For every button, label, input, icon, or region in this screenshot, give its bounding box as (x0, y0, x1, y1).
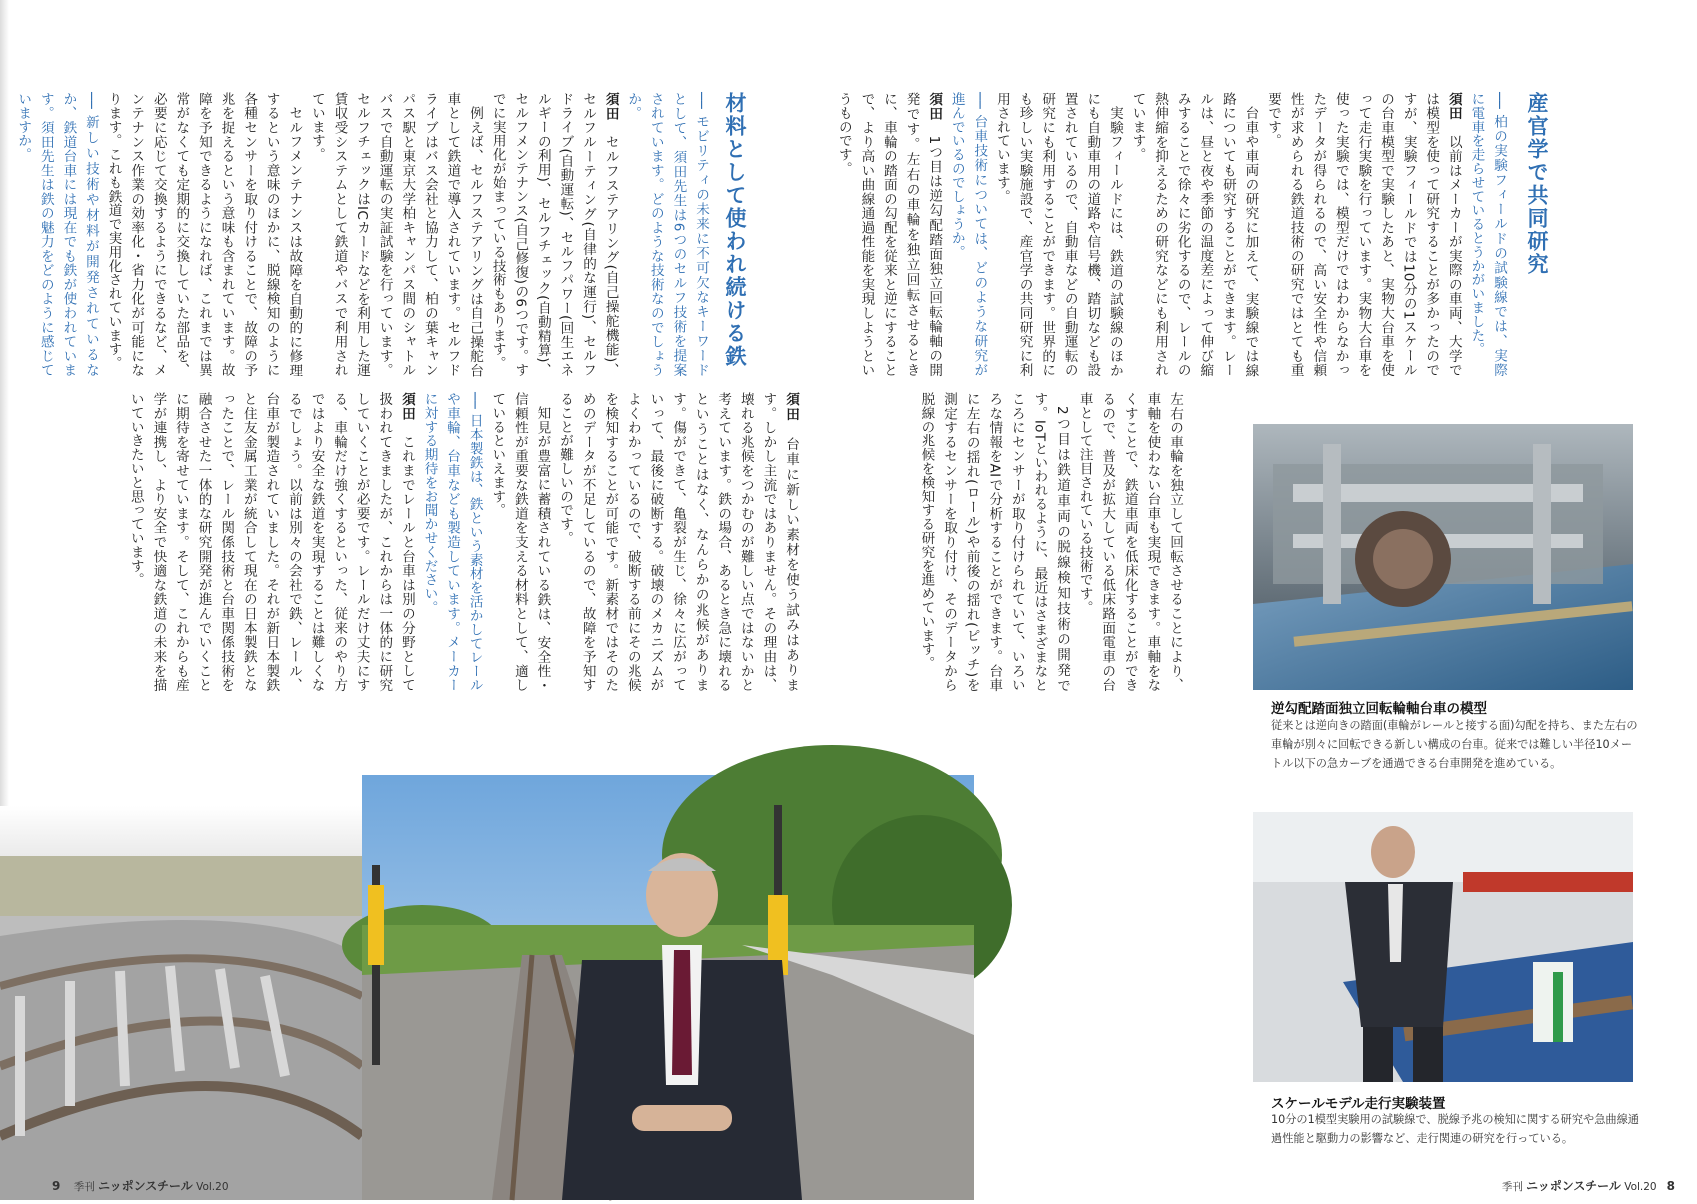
interview-question (12, 92, 102, 377)
footer-left-label: 季刊 (73, 1181, 95, 1193)
caption-body-bogie: 従来とは逆向きの踏面(車輪がレールと接する面)勾配を持ち、また左右の車輪が別々に回転できる新しい構成の台車。従来では難しい半径10メートル以下の急カーブを通過できる台車開発を進めている。 (1271, 719, 1638, 770)
question-text: ── 新しい技術や材料が開発されているなか、鉄道台車には現在でも鉄が使われています。須田先生は鉄の魅力をどのように感じていますか。 (15, 92, 99, 377)
interview-question (1465, 92, 1510, 377)
speaker-name: 須田 (783, 392, 799, 423)
page-number-left: 9 (52, 1179, 61, 1193)
interview-answer (553, 392, 802, 692)
caption-title-scale-model: スケールモデル走行実験装置 (1271, 1096, 1446, 1112)
text-block-right-upper (800, 92, 1510, 377)
speaker-name: 須田 (398, 392, 415, 421)
answer-text: 台車に新しい素材を使う試みはあります。しかし主流ではありません。その理由は、壊れる兆候をつかむのが難しい点ではないかと考えています。鉄の場合、あるとき急に壊れるということはなく、なんらかの兆候があります。傷ができて、亀裂が生じ、徐々に広がっていって、最後に破断する。破壊のメカニズムがよくわかっているので、破断する前にその兆候を検知することが可能です。新素材ではそのためのデータが不足しているので、故障を予知することが難しいのです。 (557, 392, 799, 692)
question-text: ── モビリティの未来に不可欠なキーワードとして、須田先生は6つのセルフ技術を提案されています。どのような技術なのでしょうか。 (625, 92, 709, 377)
page-number-right: 8 (1666, 1179, 1675, 1193)
body-paragraph: 2つ目は鉄道車両の脱線検知技術の開発です。IoTといわれるように、最近はさまざまなところにセンサーが取り付けられていて、いろいろな情報をAIで分析することができます。台車に左右の揺れ(ロール)や前後の揺れ(ピッチ)を測定するセンサーを取り付け、そのデータから脱線の兆候を検知する研究を進めています。 (918, 392, 1071, 692)
text-block-left-upper (15, 92, 712, 377)
speaker-name: 須田 (1445, 92, 1462, 121)
body-paragraph: 台車や車両の研究に加えて、実験線では線路についても研究することができます。レールは、昼と夜や季節の温度差によって伸び縮みすることで徐々に劣化するので、レールの熱伸縮を抑えるための研究などにも利用されています。 (1129, 92, 1259, 377)
body-paragraph: 例えば、セルフステアリングは自己操舵台車として鉄道で導入されています。セルフドライブはバス会社と協力して、柏の葉キャンパス駅と東京大学柏キャンパス間のシャトルバスで自動運転の実証試験を行っています。セルフチェックはICカードなどを利用した運賃収受システムとして鉄道やバスで利用されています。 (308, 92, 484, 377)
text-block-left-lower (52, 392, 802, 692)
interview-question (945, 92, 990, 377)
question-text: ── 日本製鉄は、鉄という素材を活かしてレールや車輪、台車なども製造しています。メーカーに対する期待をお聞かせください。 (421, 392, 483, 692)
interview-answer (1261, 92, 1464, 377)
body-paragraph: セルフメンテナンスは故障を自動的に修理するという意味のほかに、脱線検知のように各種センサーを取り付けることで、故障の予兆を捉えるという意味も含まれています。故障を予知できるようになれば、これまでは異常がなくても定期的に交換していた部品を、必要に応じて交換するようにできるなど、メンテナンス作業の効率化・省力化が可能になります。これも鉄道で実用化されています。 (105, 92, 303, 377)
footer-right-label: 季刊 (1501, 1181, 1523, 1193)
interview-question (418, 392, 486, 692)
interview-answer (832, 92, 945, 377)
body-paragraph: 左右の車輪を独立して回転させることにより、車軸を使わない台車も実現できます。車軸をなくすことで、鉄道車両を低床化することができるので、普及が拡大している低床路面電車の台車として注目されている技術です。 (1076, 392, 1183, 692)
text-block-right-lower (806, 392, 1186, 692)
photo-professor-at-crossing (362, 775, 974, 1200)
footer-right (1502, 1177, 1675, 1194)
question-text: ── 台車技術については、どのような研究が進んでいるのでしょうか。 (948, 92, 988, 377)
answer-text: 以前はメーカーが実際の車両、大学では模型を使って研究することが多かったのですが、実験フィールドでは10分の1スケールの台車模型で実験したあと、実物大台車を使って走行実験を行っています。実物大台車を使った実験では、模型だけではわからなかったデータが得られるので、高い安全性や信頼性が求められる鉄道技術の研究ではとても重要です。 (1265, 92, 1462, 377)
footer-left-volume: Vol.20 (196, 1181, 229, 1193)
body-paragraph: 実験フィールドには、鉄道の試験線のほかにも自動車用の道路や信号機、踏切なども設置されているので、自動車などの自動運転の研究にも利用することができます。世界的にも珍しい実験施設で、産官学の共同研究に利用されています。 (993, 92, 1123, 377)
section-heading-steel: 材料として使われ続ける鉄 (723, 92, 747, 368)
answer-text: これまでレールと台車は別の分野として扱われてきましたが、これからは一体的に研究していくことが必要です。レールだけ丈夫にする、車輪だけ強くするといった、従来のやり方ではより安全な鉄道を実現することは難しくなるでしょう。以前は別々の会社で鉄、レール、台車が製造されていました。それが新日本製鉄と住友金属工業が統合して現在の日本製鉄となったことで、レール関係技術と台車関係技術を融合させた一体的な研究開発が進んでいくことに期待を寄せています。そして、これからも産学が連携し、より安全で快適な鉄道の未来を描いていきたいと思っています。 (127, 392, 415, 692)
body-paragraph: 知見が豊富に蓄積されている鉄は、安全性・信頼性が重要な鉄道を支える材料として、適しているといえます。 (489, 392, 551, 692)
interview-answer (486, 92, 622, 377)
photo-scale-model-test (1253, 812, 1633, 1082)
interview-answer (124, 392, 418, 692)
caption-body-scale-model: 10分の1模型実験用の試験線で、脱線予兆の検知に関する研究や急曲線通過性能と駆動力の影響など、走行関連の研究を行っている。 (1271, 1113, 1639, 1145)
question-text: ── 柏の実験フィールドの試験線では、実際に電車を走らせているとうかがいました。 (1468, 92, 1507, 377)
speaker-name: 須田 (602, 92, 619, 121)
photo-curved-track (0, 806, 362, 1200)
photo-bogie-model (1253, 424, 1633, 690)
caption-title-bogie: 逆勾配踏面独立回転輪軸台車の模型 (1271, 701, 1487, 717)
speaker-name: 須田 (926, 92, 943, 122)
footer-left (52, 1177, 229, 1194)
footer-right-magazine: ニッポンスチール (1526, 1179, 1621, 1193)
footer-left-magazine: ニッポンスチール (98, 1179, 193, 1193)
answer-text: 1つ目は逆勾配踏面独立回転輪軸の開発です。左右の車輪を独立回転させるときに、車輪の踏面の勾配を従来と逆にすることで、より高い曲線通過性能を実現しようというものです。 (835, 92, 943, 377)
section-heading-research: 産官学で共同研究 (1525, 92, 1549, 276)
interview-question (622, 92, 712, 377)
answer-text: セルフステアリング(自己操舵機能)、セルフルーティング(自律的な運行)、セルフドライブ(自動運転)、セルフパワー(回生エネルギーの利用)、セルフチェック(自動精算)、セルフメンテナンス(自己修復)の6つです。すでに実用化が始まっている技術もあります。 (489, 92, 619, 377)
footer-right-volume: Vol.20 (1624, 1181, 1657, 1193)
